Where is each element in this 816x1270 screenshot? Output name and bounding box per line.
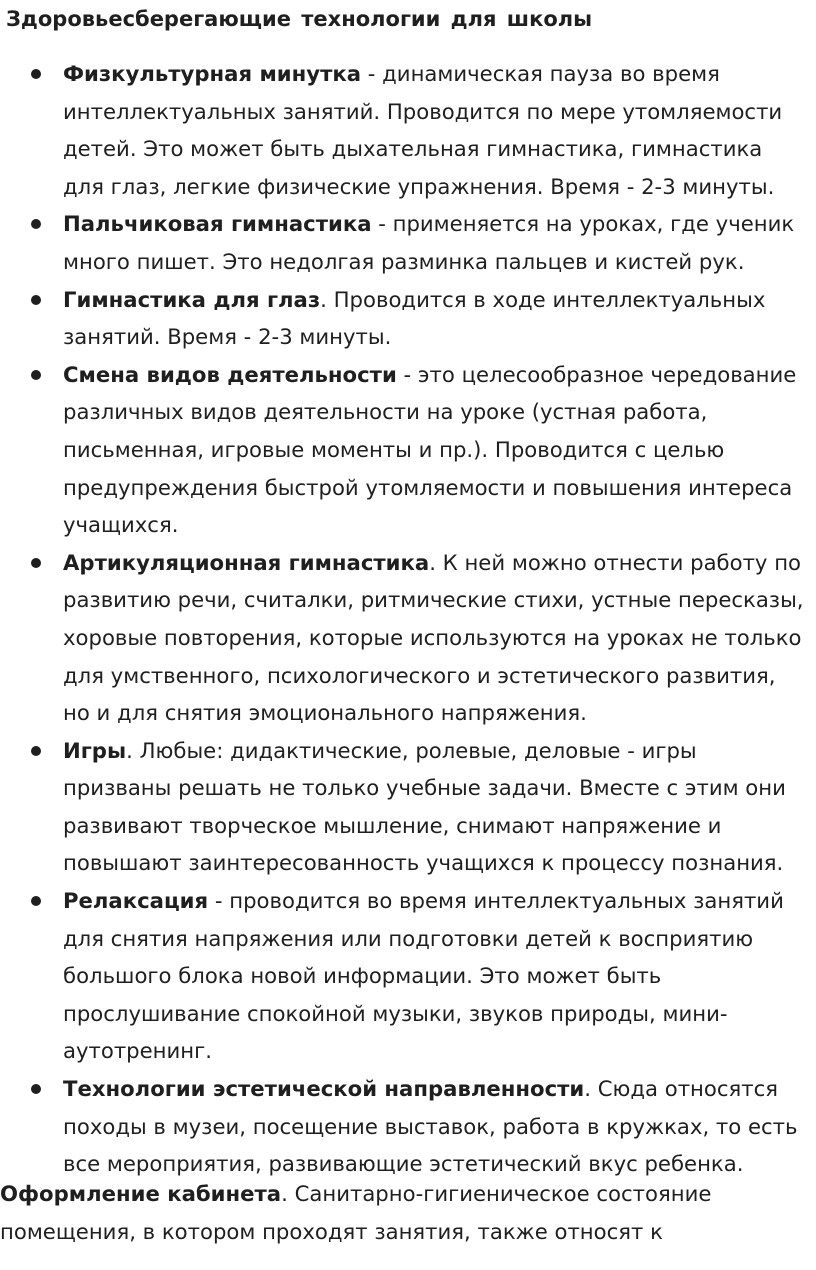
bullet-icon xyxy=(31,558,41,568)
item-term: Технологии эстетической направленности xyxy=(63,1076,585,1102)
item-text: . К ней можно отнести работу по развитию речи, считалки, ритмические стихи, устные пересказы, хоровые повторения, которые используются на уроках не только для умственного, психологического и эстетического развития, но и для снятия эмоционального напряжения. xyxy=(63,549,804,726)
item-term: Смена видов деятельности xyxy=(63,361,397,387)
item-text: - применяется на уроках, где ученик много пишет. Это недолгая разминка пальцев и кистей рук. xyxy=(63,211,795,274)
bullet-icon xyxy=(31,896,41,906)
list-item xyxy=(0,1070,808,1183)
bullet-icon xyxy=(31,746,41,756)
list-item xyxy=(0,732,808,882)
list-item xyxy=(0,356,808,544)
item-text: - проводится во время интеллектуальных занятий для снятия напряжения или подготовки детей к восприятию большого блока новой информации. Это может быть прослушивание спокойной музыки, звуков природы, мини-аутотренинг. xyxy=(63,888,784,1064)
list-item xyxy=(0,882,808,1070)
item-term: Пальчиковая гимнастика xyxy=(63,211,372,237)
item-term: Артикуляционная гимнастика xyxy=(63,549,430,575)
bullet-icon xyxy=(31,295,41,305)
footer-term: Оформление кабинета xyxy=(0,1181,282,1206)
item-term: Физкультурная минутка xyxy=(63,61,362,86)
item-text: - это целесообразное чередование различных видов деятельности на уроке (устная работа, письменная, игровые моменты и пр.). Проводится с целью предупреждения быстрой утомляемости и повышения интереса учащихся. xyxy=(63,361,797,538)
bullet-icon xyxy=(31,219,41,229)
technology-list xyxy=(0,55,808,1183)
footer-text: . Санитарно-гигиеническое состояние помещения, в котором проходят занятия, также относят к xyxy=(0,1181,712,1244)
bullet-icon xyxy=(31,1084,41,1094)
item-term: Игры xyxy=(63,737,127,763)
list-item xyxy=(0,205,808,280)
item-text: . Сюда относятся походы в музеи, посещение выставок, работа в кружках, то есть все мероприятия, развивающие эстетический вкус ребенка. xyxy=(63,1076,798,1177)
bullet-icon xyxy=(31,69,41,79)
item-term: Релаксация xyxy=(63,888,209,914)
document-title: Здоровьесберегающие технологии для школы xyxy=(6,7,593,31)
list-item xyxy=(0,55,808,205)
footer-paragraph xyxy=(0,1175,760,1250)
list-item xyxy=(0,544,808,732)
item-text: . Любые: дидактические, ролевые, деловые - игры призваны решать не только учебные задачи. Вместе с этим они развивают творческое мышление, снимают напряжение и повышают заинтересованность учащихся к процессу познания. xyxy=(63,737,786,876)
bullet-icon xyxy=(31,370,41,380)
item-term: Гимнастика для глаз xyxy=(63,286,321,312)
item-text: . Проводится в ходе интеллектуальных занятий. Время - 2-3 минуты. xyxy=(63,286,766,350)
list-item xyxy=(0,281,808,356)
item-text: - динамическая пауза во время интеллектуальных занятий. Проводится по мере утомляемости детей. Это может быть дыхательная гимнастика, гимнастика для глаз, легкие физические упражнения. Время - 2-3 минуты. xyxy=(63,61,783,199)
